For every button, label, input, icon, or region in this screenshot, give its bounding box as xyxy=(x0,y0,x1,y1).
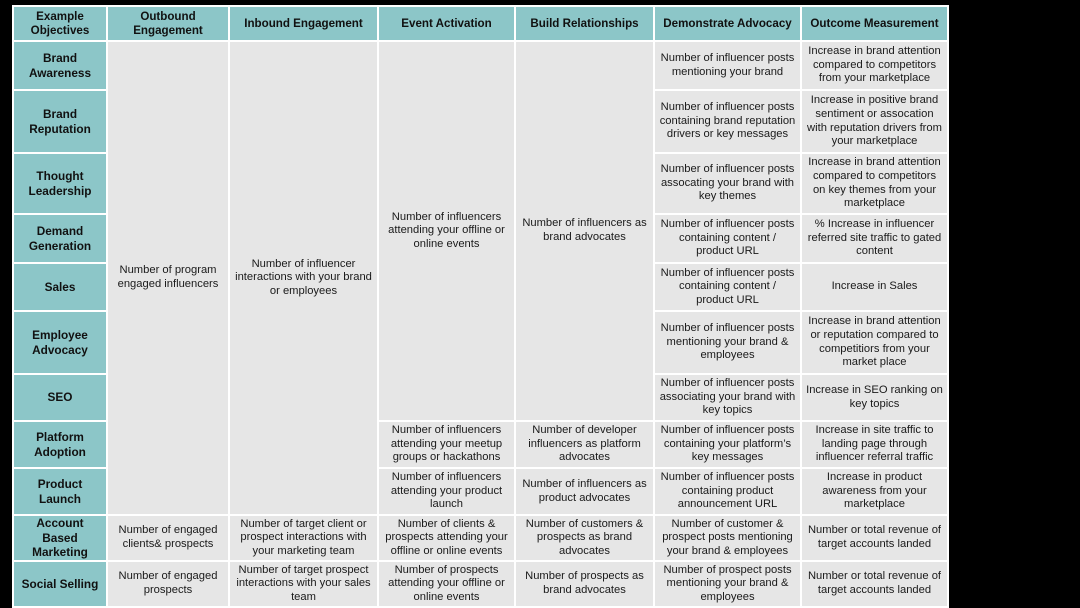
header-build-relationships: Build Relationships xyxy=(516,7,653,40)
event-activation-cell: Number of clients & prospects attending your offline or online events xyxy=(379,516,514,560)
objective-cell: Brand Reputation xyxy=(14,91,106,152)
inbound-engagement-shared-cell: Number of influencer interactions with your brand or employees xyxy=(230,42,377,514)
outcome-cell: % Increase in influencer referred site traffic to gated content xyxy=(802,215,947,262)
outcome-cell: Increase in Sales xyxy=(802,264,947,310)
outcome-cell: Increase in brand attention compared to competitors on key themes from your marketplace xyxy=(802,154,947,213)
outcome-cell: Increase in product awareness from your marketplace xyxy=(802,469,947,514)
advocacy-cell: Number of influencer posts associating your brand with key topics xyxy=(655,375,800,420)
objective-cell: Thought Leadership xyxy=(14,154,106,213)
objective-cell: Product Launch xyxy=(14,469,106,514)
outcome-cell: Increase in positive brand sentiment or assocation with reputation drivers from your marketplace xyxy=(802,91,947,152)
outcome-cell: Increase in brand attention compared to competitors from your marketplace xyxy=(802,42,947,89)
outcome-cell: Increase in brand attention or reputation compared to competitiors from your market place xyxy=(802,312,947,373)
advocacy-cell: Number of influencer posts mentioning your brand & employees xyxy=(655,312,800,373)
advocacy-cell: Number of influencer posts mentioning your brand xyxy=(655,42,800,89)
header-example-objectives: Example Objectives xyxy=(14,7,106,40)
table-row xyxy=(14,516,947,560)
advocacy-cell: Number of prospect posts mentioning your brand & employees xyxy=(655,562,800,606)
header-demonstrate-advocacy: Demonstrate Advocacy xyxy=(655,7,800,40)
build-relationships-cell: Number of prospects as brand advocates xyxy=(516,562,653,606)
advocacy-cell: Number of influencer posts containing content / product URL xyxy=(655,264,800,310)
table-row xyxy=(14,562,947,606)
inbound-engagement-cell: Number of target prospect interactions with your sales team xyxy=(230,562,377,606)
inbound-engagement-cell: Number of target client or prospect interactions with your marketing team xyxy=(230,516,377,560)
advocacy-cell: Number of customer & prospect posts mentioning your brand & employees xyxy=(655,516,800,560)
objective-cell: Demand Generation xyxy=(14,215,106,262)
outbound-engagement-shared-cell: Number of program engaged influencers xyxy=(108,42,228,514)
advocacy-cell: Number of influencer posts containing your platform’s key messages xyxy=(655,422,800,467)
build-relationships-cell: Number of developer influencers as platform advocates xyxy=(516,422,653,467)
advocacy-cell: Number of influencer posts containing brand reputation drivers or key messages xyxy=(655,91,800,152)
objective-cell: Brand Awareness xyxy=(14,42,106,89)
header-row xyxy=(14,7,947,40)
outbound-engagement-cell: Number of engaged prospects xyxy=(108,562,228,606)
objective-cell: Sales xyxy=(14,264,106,310)
header-outcome-measurement: Outcome Measurement xyxy=(802,7,947,40)
outcome-cell: Increase in SEO ranking on key topics xyxy=(802,375,947,420)
outcome-cell: Increase in site traffic to landing page through influencer referral traffic xyxy=(802,422,947,467)
table-row xyxy=(14,42,947,89)
objective-cell: Account Based Marketing xyxy=(14,516,106,560)
header-inbound-engagement: Inbound Engagement xyxy=(230,7,377,40)
outbound-engagement-cell: Number of engaged clients& prospects xyxy=(108,516,228,560)
header-event-activation: Event Activation xyxy=(379,7,514,40)
objective-cell: Employee Advocacy xyxy=(14,312,106,373)
outcome-cell: Number or total revenue of target accounts landed xyxy=(802,516,947,560)
build-relationships-cell: Number of customers & prospects as brand advocates xyxy=(516,516,653,560)
influencer-objectives-table xyxy=(12,5,949,608)
outcome-cell: Number or total revenue of target accounts landed xyxy=(802,562,947,606)
event-activation-shared-cell: Number of influencers attending your offline or online events xyxy=(379,42,514,420)
event-activation-cell: Number of prospects attending your offline or online events xyxy=(379,562,514,606)
objective-cell: Platform Adoption xyxy=(14,422,106,467)
advocacy-cell: Number of influencer posts containing product announcement URL xyxy=(655,469,800,514)
advocacy-cell: Number of influencer posts containing content / product URL xyxy=(655,215,800,262)
event-activation-cell: Number of influencers attending your product launch xyxy=(379,469,514,514)
header-outbound-engagement: Outbound Engagement xyxy=(108,7,228,40)
build-relationships-cell: Number of influencers as product advocates xyxy=(516,469,653,514)
objective-cell: Social Selling xyxy=(14,562,106,606)
event-activation-cell: Number of influencers attending your meetup groups or hackathons xyxy=(379,422,514,467)
build-relationships-shared-cell: Number of influencers as brand advocates xyxy=(516,42,653,420)
objective-cell: SEO xyxy=(14,375,106,420)
advocacy-cell: Number of influencer posts assocating your brand with key themes xyxy=(655,154,800,213)
